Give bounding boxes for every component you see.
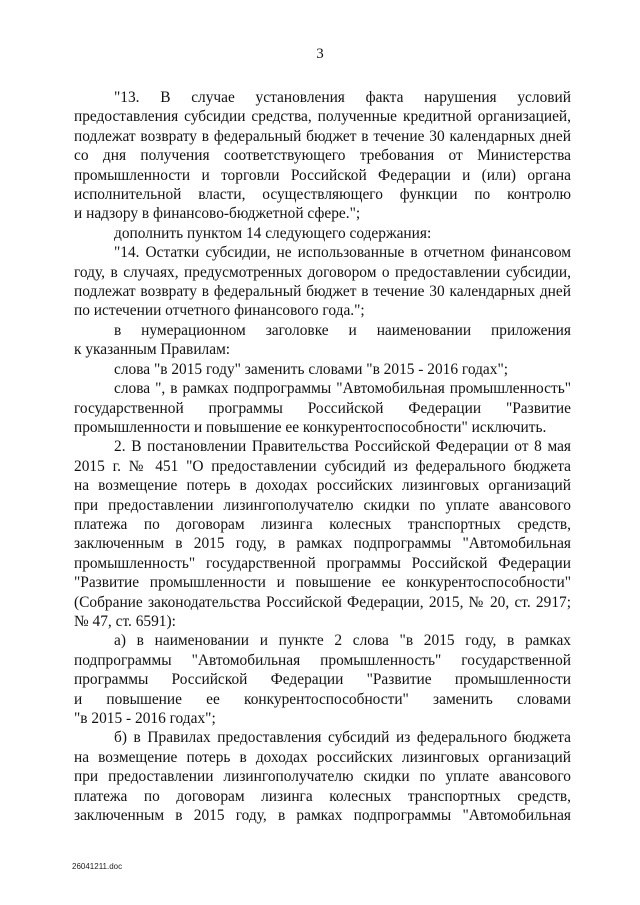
- text-line: промышленности и повышение ее конкурентоспособности" исключить.: [74, 418, 547, 436]
- text-line: подлежат возврату в федеральный бюджет в течение 30 календарных дней: [74, 127, 571, 145]
- text-line: и повышение ее конкурентоспособности" заменить словами: [74, 690, 571, 708]
- text-line: при предоставлении лизингополучателю скидки по уплате авансового: [74, 496, 571, 514]
- text-line: "13. В случае установления факта нарушения условий: [114, 89, 571, 106]
- text-line: со дня получения соответствующего требования от Министерства: [74, 147, 571, 165]
- paragraph: [74, 243, 571, 321]
- page-number: 3: [316, 46, 324, 62]
- text-line: "14. Остатки субсидии, не использованные в отчетном финансовом: [114, 244, 571, 262]
- paragraph: [74, 360, 571, 379]
- text-line: № 47, ст. 6591):: [74, 612, 176, 630]
- paragraph: [74, 631, 571, 728]
- paragraph: [74, 88, 571, 224]
- text-line: 2. В постановлении Правительства Российской Федерации от 8 мая: [114, 438, 571, 456]
- paragraph: [74, 321, 571, 360]
- text-line: 2015 г. № 451 "О предоставлении субсидий из федерального бюджета: [74, 457, 571, 475]
- text-line: государственной программы Российской Федерации "Развитие: [74, 399, 571, 417]
- text-line: году, в случаях, предусмотренных договором о предоставлении субсидии,: [74, 263, 571, 281]
- text-line: платежа по договорам лизинга колесных транспортных средств,: [74, 787, 571, 805]
- text-line: к указанным Правилам:: [74, 341, 231, 359]
- text-line: на возмещение потерь в доходах российских лизинговых организаций: [74, 477, 571, 495]
- text-line: подпрограммы "Автомобильная промышленность" государственной: [74, 651, 571, 669]
- text-line: предоставления субсидии средства, полученные кредитной организацией,: [74, 108, 571, 126]
- text-line: платежа по договорам лизинга колесных транспортных средств,: [74, 515, 571, 533]
- document-body: [74, 88, 571, 825]
- text-line: а) в наименовании и пункте 2 слова "в 2015 году, в рамках: [114, 632, 571, 650]
- paragraph: [74, 437, 571, 631]
- text-line: на возмещение потерь в доходах российских лизинговых организаций: [74, 748, 571, 766]
- paragraph: [74, 224, 571, 243]
- text-line: исполнительной власти, осуществляющего функции по контролю: [74, 186, 571, 204]
- text-line: по истечении отчетного финансового года.";: [74, 302, 365, 320]
- text-line: и надзору в финансово-бюджетной сфере.";: [74, 205, 361, 223]
- footer-filename: 26041211.doc: [72, 862, 123, 871]
- text-line: (Собрание законодательства Российской Федерации, 2015, № 20, ст. 2917;: [74, 593, 571, 611]
- text-line: в нумерационном заголовке и наименовании приложения: [114, 321, 571, 339]
- text-line: дополнить пунктом 14 следующего содержания:: [114, 224, 432, 242]
- text-line: "в 2015 - 2016 годах";: [74, 710, 216, 727]
- text-line: слова "в 2015 году" заменить словами "в 2015 - 2016 годах";: [114, 360, 509, 378]
- text-line: промышленность" государственной программы Российской Федерации: [74, 554, 571, 572]
- text-line: слова ", в рамках подпрограммы "Автомобильная промышленность": [114, 380, 571, 398]
- text-line: "Развитие промышленности и повышение ее конкурентоспособности": [74, 574, 571, 592]
- text-line: при предоставлении лизингополучателю скидки по уплате авансового: [74, 768, 571, 786]
- text-line: заключенным в 2015 году, в рамках подпрограммы "Автомобильная: [74, 807, 571, 825]
- paragraph: [74, 379, 571, 437]
- text-line: заключенным в 2015 году, в рамках подпрограммы "Автомобильная: [74, 535, 571, 553]
- text-line: подлежат возврату в федеральный бюджет в течение 30 календарных дней: [74, 283, 571, 301]
- text-line: б) в Правилах предоставления субсидий из федерального бюджета: [114, 729, 571, 747]
- text-line: промышленности и торговли Российской Федерации и (или) органа: [74, 166, 571, 184]
- text-line: программы Российской Федерации "Развитие промышленности: [74, 671, 571, 689]
- paragraph: [74, 728, 571, 825]
